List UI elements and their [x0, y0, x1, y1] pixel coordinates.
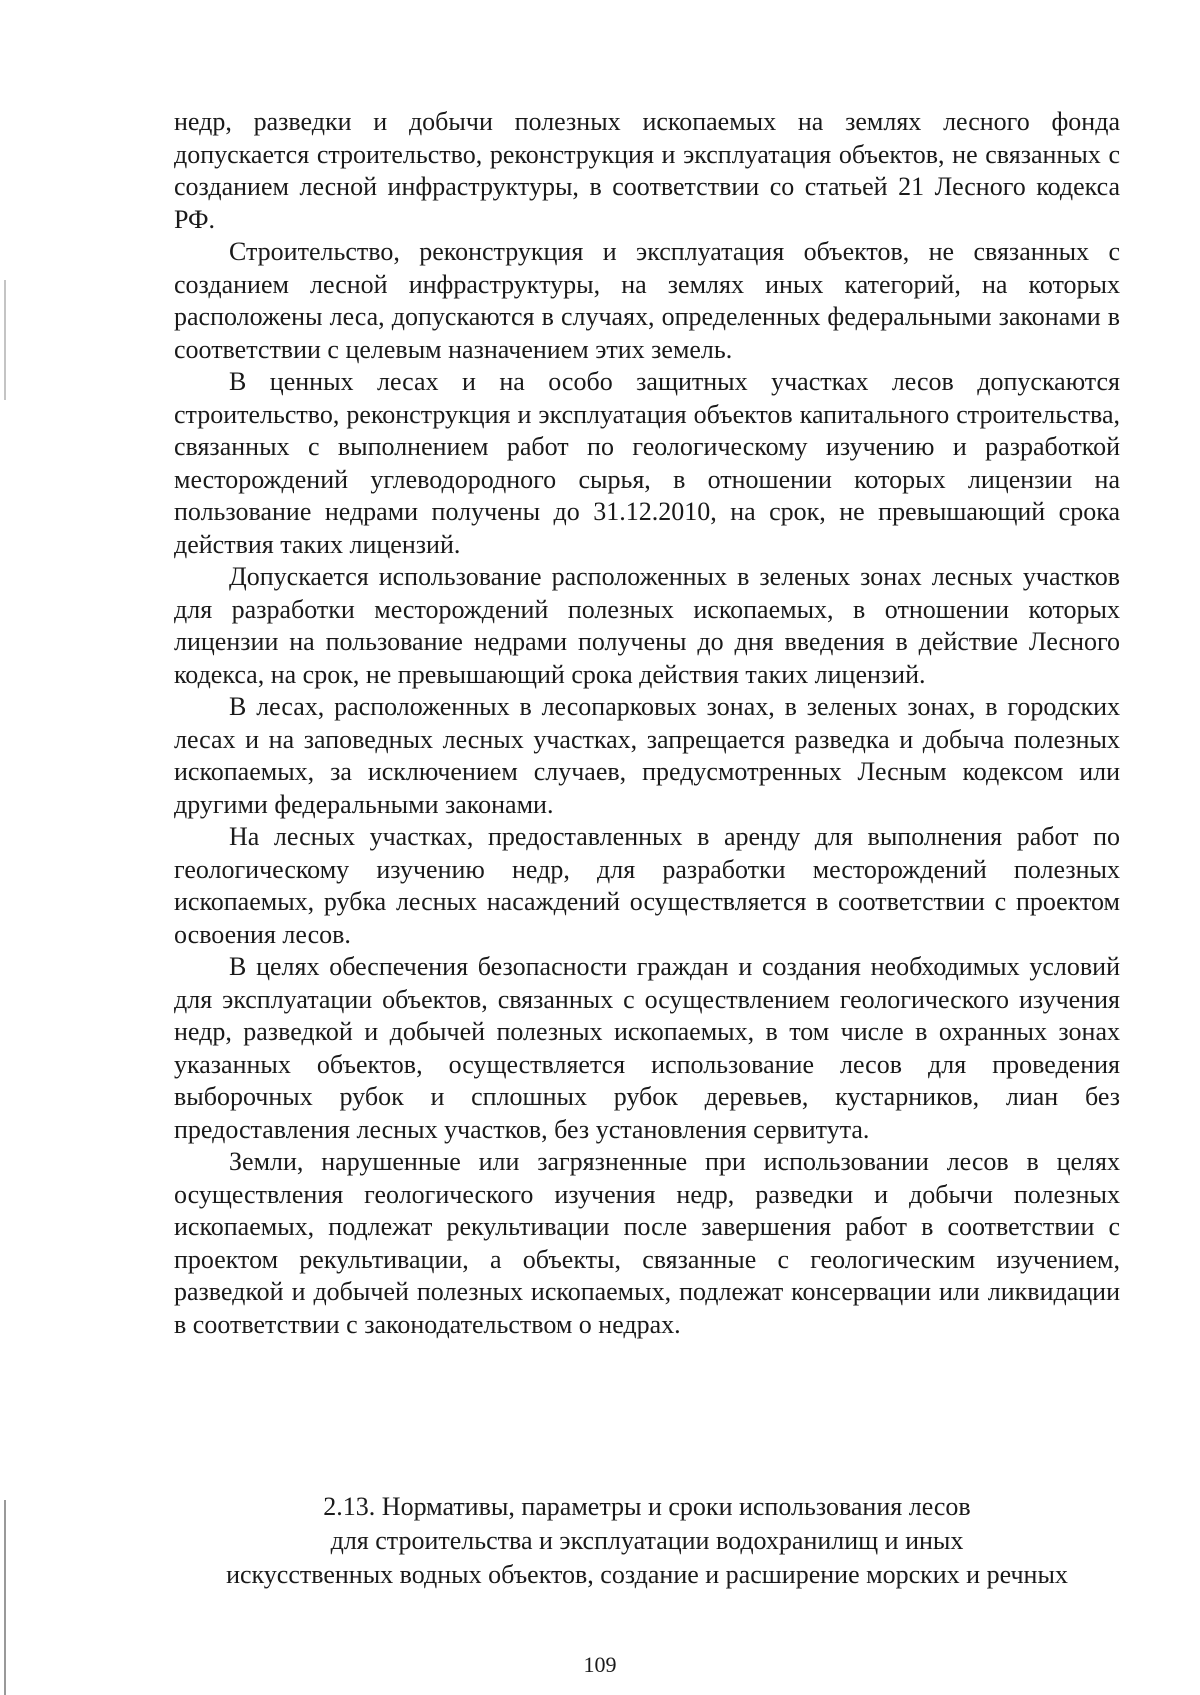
paragraph: В лесах, расположенных в лесопарковых зонах, в зеленых зонах, в городских лесах и на заповедных лесных участках, запрещается разведка и добыча полезных ископаемых, за исключением случаев, предусмотренных Лесным кодексом или другими федеральными законами. [174, 692, 1120, 819]
paragraph: Допускается использование расположенных в зеленых зонах лесных участков для разработки месторождений полезных ископаемых, в отношении которых лицензии на пользование недрами получены до дня введения в действие Лесного кодекса, на срок, не превышающий срока действия таких лицензий. [174, 562, 1120, 689]
paragraph: Строительство, реконструкция и эксплуатация объектов, не связанных с созданием лесной инфраструктуры, на землях иных категорий, на которых расположены леса, допускаются в случаях, определенных федеральными законами в соответствии с целевым назначением этих земель. [174, 237, 1120, 364]
paragraph: На лесных участках, предоставленных в аренду для выполнения работ по геологическому изучению недр, для разработки месторождений полезных ископаемых, рубка лесных насаждений осуществляется в соответствии с проектом освоения лесов. [174, 822, 1120, 949]
paragraph: Земли, нарушенные или загрязненные при использовании лесов в целях осуществления геологического изучения недр, разведки и добычи полезных ископаемых, подлежат рекультивации после завершения работ в соответствии с проектом рекультивации, а объекты, связанные с геологическим изучением, разведкой и добычей полезных ископаемых, подлежат консервации или ликвидации в соответствии с законодательством о недрах. [174, 1147, 1120, 1339]
body-text [174, 106, 1120, 1341]
paragraph: В целях обеспечения безопасности граждан и создания необходимых условий для эксплуатации объектов, связанных с осуществлением геологического изучения недр, разведкой и добычей полезных ископаемых, в том числе в охранных зонах указанных объектов, осуществляется использование лесов для проведения выборочных рубок и сплошных рубок деревьев, кустарников, лиан без предоставления лесных участков, без установления сервитута. [174, 952, 1120, 1144]
scan-edge-mark [4, 280, 6, 400]
section-heading [174, 1490, 1120, 1592]
page-number: 109 [583, 1652, 617, 1677]
paragraph: В ценных лесах и на особо защитных участках лесов допускаются строительство, реконструкция и эксплуатация объектов капитального строительства, связанных с выполнением работ по геологическому изучению и разработкой месторождений углеводородного сырья, в отношении которых лицензии на пользование недрами получены до 31.12.2010, на срок, не превышающий срока действия таких лицензий. [174, 367, 1120, 559]
section-heading-line: для строительства и эксплуатации водохранилищ и иных [330, 1526, 964, 1555]
section-heading-line: 2.13. Нормативы, параметры и сроки использования лесов [323, 1492, 971, 1521]
paragraph-continued: недр, разведки и добычи полезных ископаемых на землях лесного фонда допускается строительство, реконструкция и эксплуатация объектов, не связанных с созданием лесной инфраструктуры, в соответствии со статьей 21 Лесного кодекса РФ. [174, 107, 1120, 234]
section-heading-line: искусственных водных объектов, создание и расширение морских и речных [226, 1560, 1068, 1589]
